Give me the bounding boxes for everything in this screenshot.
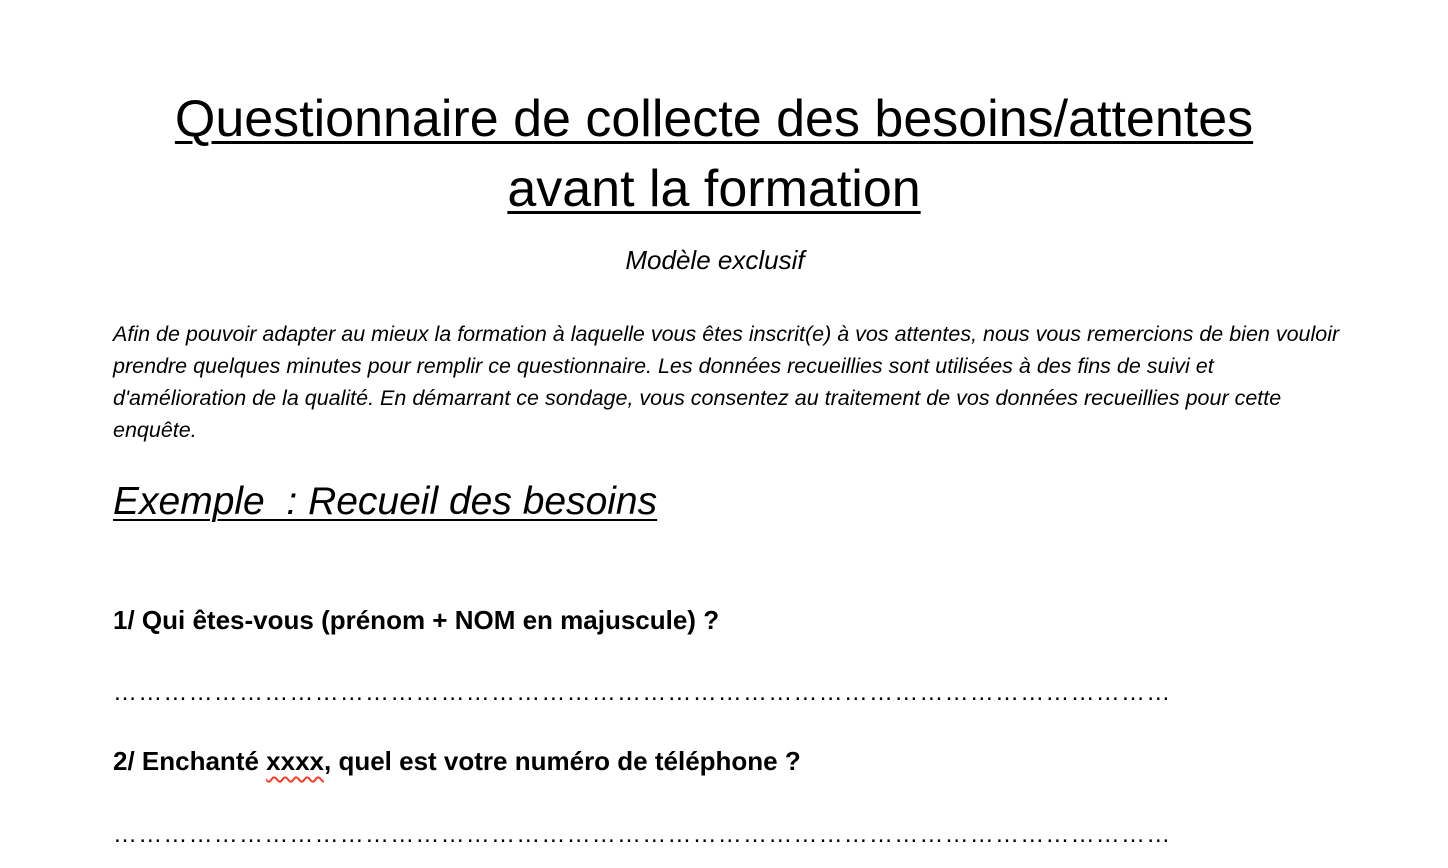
question-2 xyxy=(113,744,801,778)
question-2-prefix: 2/ Enchanté xyxy=(113,746,267,776)
intro-paragraph: Afin de pouvoir adapter au mieux la formation à laquelle vous êtes inscrit(e) à vos attentes, nous vous remercions de bien vouloir prendre quelques minutes pour remplir ce questionnaire. Les données recueillies sont utilisées à des fins de suivi et d'amélioration de la qualité. En démarrant ce sondage, vous consentez au traitement de vos données recueillies pour cette enquête. xyxy=(113,322,1340,442)
answer-line-1[interactable]: ……………………………………………………………………………………………………………… xyxy=(113,679,1172,706)
spellcheck-flagged-word[interactable]: xxxx xyxy=(266,746,324,776)
question-2-suffix: , quel est votre numéro de téléphone ? xyxy=(324,746,801,776)
title-line-2: avant la formation xyxy=(507,160,921,218)
document-subtitle: Modèle exclusif xyxy=(625,245,805,275)
document-title xyxy=(0,84,1428,224)
title-line-1: Questionnaire de collecte des besoins/attentes xyxy=(174,90,1254,148)
answer-line-2[interactable]: ……………………………………………………………………………………………………………… xyxy=(113,821,1172,848)
section-heading: Exemple : Recueil des besoins xyxy=(113,480,658,523)
question-1: 1/ Qui êtes-vous (prénom + NOM en majuscule) ? xyxy=(113,605,720,635)
